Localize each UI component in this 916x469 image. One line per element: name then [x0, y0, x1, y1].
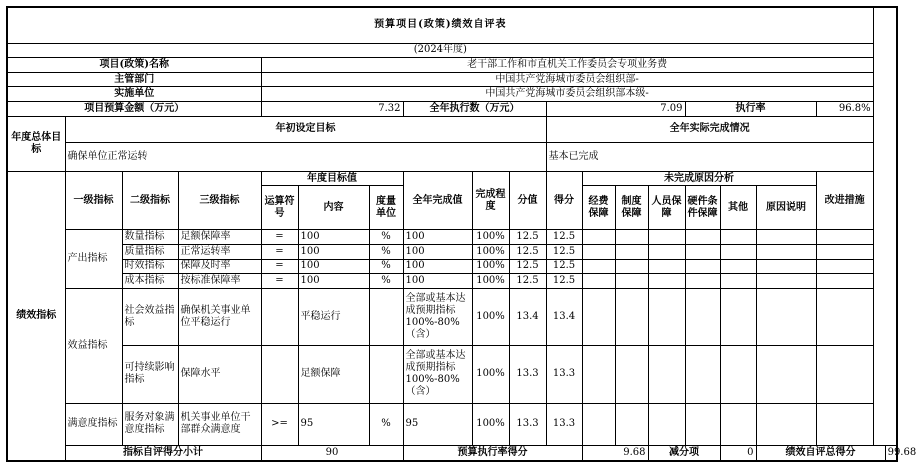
- cell-done: 全部或基本达成预期指标100%-80%（含）: [403, 288, 472, 345]
- cell-done: 100: [403, 244, 472, 259]
- cell-level3: 按标准保障率: [178, 274, 261, 289]
- dept-label: 主管部门: [7, 72, 261, 87]
- budget-score-value: 9.68: [582, 446, 648, 461]
- group-output: 产出指标: [65, 230, 122, 289]
- group-benefit: 效益指标: [65, 288, 122, 403]
- goal-label: 年度总体目标: [7, 116, 65, 171]
- report-year: (2024年度): [7, 43, 873, 58]
- cell-done: 100: [403, 259, 472, 274]
- cell-content: 100: [298, 274, 369, 289]
- cell-weight: 13.3: [509, 346, 546, 403]
- header-improve: 改进措施: [816, 171, 873, 230]
- header-weight: 分值: [509, 171, 546, 230]
- rate-value: 96.8%: [816, 102, 873, 117]
- footer-row: [7, 446, 897, 461]
- header-reason-hardware: 硬件条件保障: [685, 186, 720, 230]
- cell-score: 12.5: [546, 274, 582, 289]
- cell-operator: [261, 288, 298, 345]
- header-operator: 运算符号: [261, 186, 298, 230]
- project-name-label: 项目(政策)名称: [7, 58, 261, 73]
- cell-content: 100: [298, 259, 369, 274]
- cell-weight: 12.5: [509, 244, 546, 259]
- initial-goal-header: 年初设定目标: [65, 116, 546, 142]
- cell-weight: 13.4: [509, 288, 546, 345]
- deduct-value: 0: [720, 446, 756, 461]
- table-row: [7, 259, 897, 274]
- header-reason-funding: 经费保障: [582, 186, 615, 230]
- cell-level3: 确保机关事业单位平稳运行: [178, 288, 261, 345]
- header-score: 得分: [546, 171, 582, 230]
- table-row: [7, 403, 897, 446]
- cell-level3: 足额保障率: [178, 230, 261, 245]
- cell-content: 95: [298, 403, 369, 446]
- cell-level3: 保障水平: [178, 346, 261, 403]
- cell-unit: %: [369, 403, 403, 446]
- header-done: 全年完成值: [403, 171, 472, 230]
- cell-level2: 成本指标: [122, 274, 178, 289]
- cell-operator: =: [261, 230, 298, 245]
- cell-level2: 时效指标: [122, 259, 178, 274]
- header-reason: 未完成原因分析: [582, 171, 816, 186]
- cell-content: 足额保障: [298, 346, 369, 403]
- cell-unit: %: [369, 274, 403, 289]
- unit-value: 中国共产党海城市委员会组织部本级-: [261, 87, 873, 102]
- subtotal-label: 指标自评得分小计: [65, 446, 261, 461]
- cell-done: 100: [403, 230, 472, 245]
- cell-weight: 12.5: [509, 259, 546, 274]
- header-unit: 度量单位: [369, 186, 403, 230]
- actual-goal-text: 基本已完成: [546, 142, 873, 171]
- cell-unit: %: [369, 259, 403, 274]
- cell-degree: 100%: [472, 288, 509, 345]
- table-row: [7, 244, 897, 259]
- initial-goal-text: 确保单位正常运转: [65, 142, 546, 171]
- cell-done: 95: [403, 403, 472, 446]
- header-reason-staff: 人员保障: [648, 186, 685, 230]
- unit-label: 实施单位: [7, 87, 261, 102]
- header-level2: 二级指标: [122, 171, 178, 230]
- cell-degree: 100%: [472, 230, 509, 245]
- table-row: [7, 288, 897, 345]
- cell-level2: 服务对象满意度指标: [122, 403, 178, 446]
- cell-weight: 12.5: [509, 274, 546, 289]
- cell-degree: 100%: [472, 346, 509, 403]
- cell-content: 100: [298, 244, 369, 259]
- deduct-label: 减分项: [648, 446, 720, 461]
- cell-degree: 100%: [472, 244, 509, 259]
- header-level3: 三级指标: [178, 171, 261, 230]
- total-value: 99.68: [885, 446, 897, 461]
- cell-degree: 100%: [472, 259, 509, 274]
- group-satisfaction: 满意度指标: [65, 403, 122, 446]
- budget-label: 项目预算金额（万元）: [7, 102, 261, 117]
- rate-label: 执行率: [685, 102, 816, 117]
- dept-value: 中国共产党海城市委员会组织部-: [261, 72, 873, 87]
- header-degree: 完成程度: [472, 171, 509, 230]
- page-title: 预算项目(政策)绩效自评表: [7, 7, 873, 43]
- perf-label: 绩效指标: [7, 171, 65, 461]
- cell-score: 12.5: [546, 230, 582, 245]
- cell-operator: =: [261, 259, 298, 274]
- cell-unit: [369, 346, 403, 403]
- cell-score: 12.5: [546, 259, 582, 274]
- cell-content: 100: [298, 230, 369, 245]
- header-reason-system: 制度保障: [615, 186, 648, 230]
- subtotal-value: 90: [261, 446, 403, 461]
- cell-degree: 100%: [472, 274, 509, 289]
- cell-level2: 可持续影响指标: [122, 346, 178, 403]
- header-target: 年度目标值: [261, 171, 403, 186]
- cell-level2: 质量指标: [122, 244, 178, 259]
- header-level1: 一级指标: [65, 171, 122, 230]
- actual-goal-header: 全年实际完成情况: [546, 116, 873, 142]
- cell-operator: =: [261, 244, 298, 259]
- budget-score-label: 预算执行率得分: [403, 446, 582, 461]
- cell-done: 100: [403, 274, 472, 289]
- budget-value: 7.32: [261, 102, 403, 117]
- exec-label: 全年执行数（万元）: [403, 102, 546, 117]
- project-name-value: 老干部工作和市直机关工作委员会专项业务费: [261, 58, 873, 73]
- cell-weight: 12.5: [509, 230, 546, 245]
- cell-weight: 13.3: [509, 403, 546, 446]
- table-row: [7, 346, 897, 403]
- table-row: [7, 274, 897, 289]
- cell-level3: 保障及时率: [178, 259, 261, 274]
- cell-degree: 100%: [472, 403, 509, 446]
- header-reason-other: 其他: [720, 186, 756, 230]
- cell-level3: 机关事业单位干部群众满意度: [178, 403, 261, 446]
- header-reason-note: 原因说明: [756, 186, 816, 230]
- cell-score: 13.3: [546, 403, 582, 446]
- cell-operator: =: [261, 274, 298, 289]
- cell-score: 13.3: [546, 346, 582, 403]
- cell-content: 平稳运行: [298, 288, 369, 345]
- header-content: 内容: [298, 186, 369, 230]
- evaluation-table: [6, 6, 916, 462]
- cell-unit: %: [369, 230, 403, 245]
- cell-operator: [261, 346, 298, 403]
- cell-unit: %: [369, 244, 403, 259]
- cell-level3: 正常运转率: [178, 244, 261, 259]
- cell-done: 全部或基本达成预期指标100%-80%（含）: [403, 346, 472, 403]
- cell-operator: >=: [261, 403, 298, 446]
- cell-level2: 数量指标: [122, 230, 178, 245]
- table-row: [7, 230, 897, 245]
- cell-score: 13.4: [546, 288, 582, 345]
- exec-value: 7.09: [546, 102, 685, 117]
- cell-level2: 社会效益指标: [122, 288, 178, 345]
- total-label: 绩效自评总得分: [756, 446, 885, 461]
- cell-score: 12.5: [546, 244, 582, 259]
- cell-unit: [369, 288, 403, 345]
